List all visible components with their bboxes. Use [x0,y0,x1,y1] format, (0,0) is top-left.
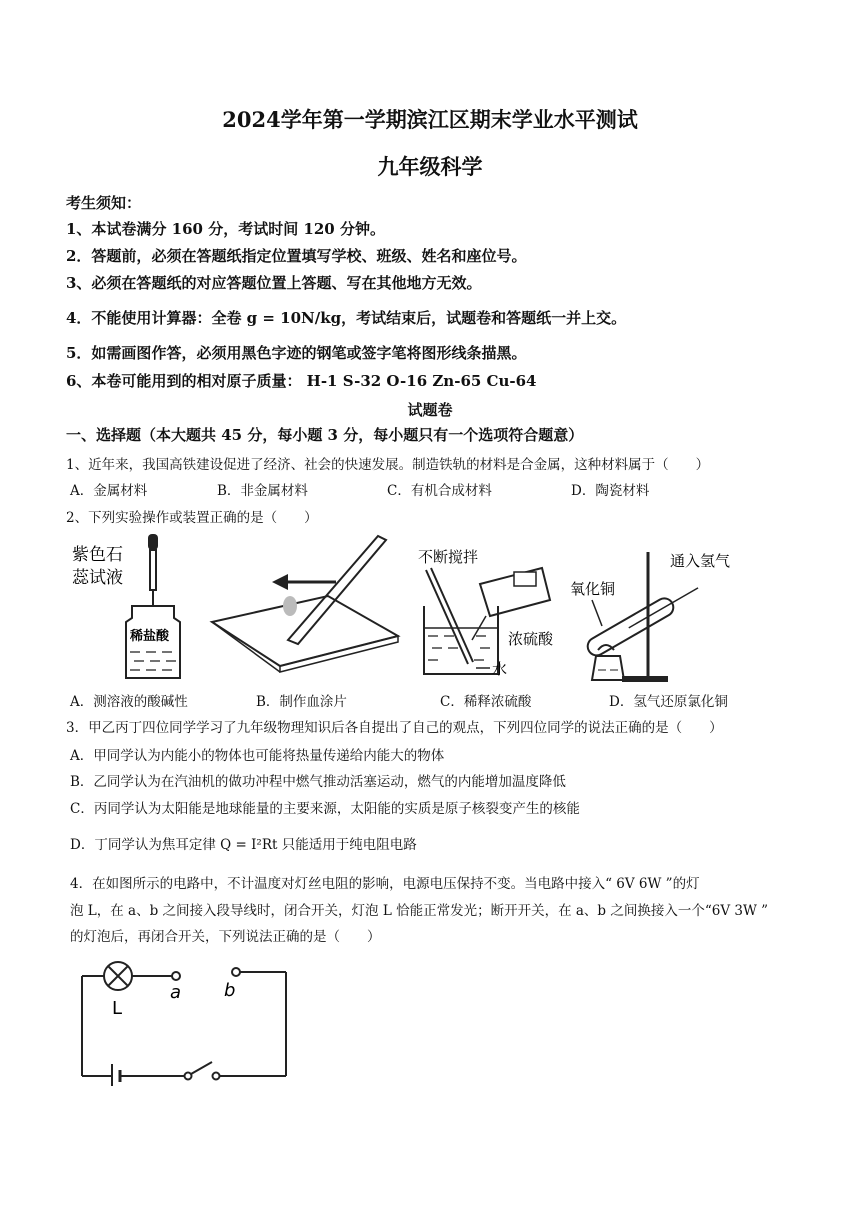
q3-option-a: A．甲同学认为内能小的物体也可能将热量传递给内能大的物体 [70,748,445,764]
switch-symbol [185,1062,220,1080]
terminal-a [172,972,180,980]
q2-option-d: D．氢气还原氯化铜 [609,694,728,710]
q1-stem: 1、近年来，我国高铁建设促进了经济、社会的快速发展。制造铁轨的材料是合金属，这种材料属于（ ） [66,457,710,473]
q4-stem-line-1: 4．在如图所示的电路中，不计温度对灯丝电阻的影响，电源电压保持不变。当电路中接入“ 6V 6W ”的灯 [70,876,700,892]
q2-option-b: B．制作血涂片 [256,694,347,710]
q2-c-water-label: 水 [492,660,508,678]
exam-title: 2024学年第一学期滨江区期末学业水平测试 [222,107,638,132]
q1-option-c: C．有机合成材料 [387,483,492,499]
q1-option-d: D．陶瓷材料 [571,483,650,499]
q2-option-a: A．测溶液的酸碱性 [70,694,188,710]
q3-option-c: C．丙同学认为太阳能是地球能量的主要来源，太阳能的实质是原子核裂变产生的核能 [70,801,580,817]
notice-item-3: 3、必须在答题纸的对应答题位置上答题、写在其他地方无效。 [66,274,482,292]
q2-c-acid-label: 浓硫酸 [508,630,554,648]
q4-stem-line-2: 泡 L，在 a、b 之间接入段导线时，闭合开关，灯泡 L 恰能正常发光；断开开关，在 a、b 之间换接入一个“6V 3W ” [70,903,769,919]
q4-terminal-b-label: b [224,980,236,1001]
notice-item-2: 2．答题前，必须在答题纸指定位置填写学校、班级、姓名和座位号。 [66,247,527,265]
q4-lamp-label: L [112,998,123,1019]
notice-item-4: 4．不能使用计算器：全卷 g = 10N/kg，考试结束后，试题卷和答题纸一并上交。 [66,309,627,327]
q2-figure-c [412,544,572,684]
q4-stem-line-3: 的灯泡后，再闭合开关，下列说法正确的是（ ） [70,929,381,945]
q2-a-label-1: 紫色石 [72,545,123,565]
q3-option-b: B．乙同学认为在汽油机的做功冲程中燃气推动活塞运动，燃气的内能增加温度降低 [70,774,566,790]
notice-item-1: 1、本试卷满分 160 分，考试时间 120 分钟。 [66,220,385,238]
q1-option-a: A．金属材料 [70,483,148,499]
exam-subtitle: 九年级科学 [377,154,483,179]
q4-terminal-a-label: a [170,982,182,1003]
q2-option-c: C．稀释浓硫酸 [440,694,532,710]
battery-symbol [112,1064,120,1086]
notice-item-6: 6、本卷可能用到的相对原子质量： H-1 S-32 O-16 Zn-65 Cu-64 [66,372,537,390]
q2-figure-b [208,532,408,682]
notice-heading: 考生须知： [66,194,142,212]
q2-a-bottle-label: 稀盐酸 [130,629,170,644]
q2-a-label-2: 蕊试液 [72,568,123,588]
notice-item-5: 5．如需画图作答，必须用黑色字迹的钢笔或签字笔将图形线条描黑。 [66,344,527,362]
q2-figure-d [568,546,748,686]
section-heading: 一、选择题（本大题共 45 分，每小题 3 分，每小题只有一个选项符合题意） [66,426,584,444]
section-label: 试题卷 [407,401,453,419]
q4-circuit-diagram [72,956,302,1086]
lamp-symbol [104,962,132,990]
terminal-b [232,968,240,976]
q2-c-stir-label: 不断搅拌 [418,548,479,566]
q2-d-cuo-label: 氧化铜 [570,580,616,598]
q3-stem: 3．甲乙丙丁四位同学学习了九年级物理知识后各自提出了自己的观点，下列四位同学的说法正确的是（ ） [66,720,723,736]
q3-option-d: D．丁同学认为焦耳定律 Q = I²Rt 只能适用于纯电阻电路 [70,837,417,853]
q1-option-b: B．非金属材料 [217,483,308,499]
q2-figure-a [68,528,188,688]
q2-d-gas-label: 通入氢气 [670,552,731,570]
q2-stem: 2、下列实验操作或装置正确的是（ ） [66,510,318,526]
